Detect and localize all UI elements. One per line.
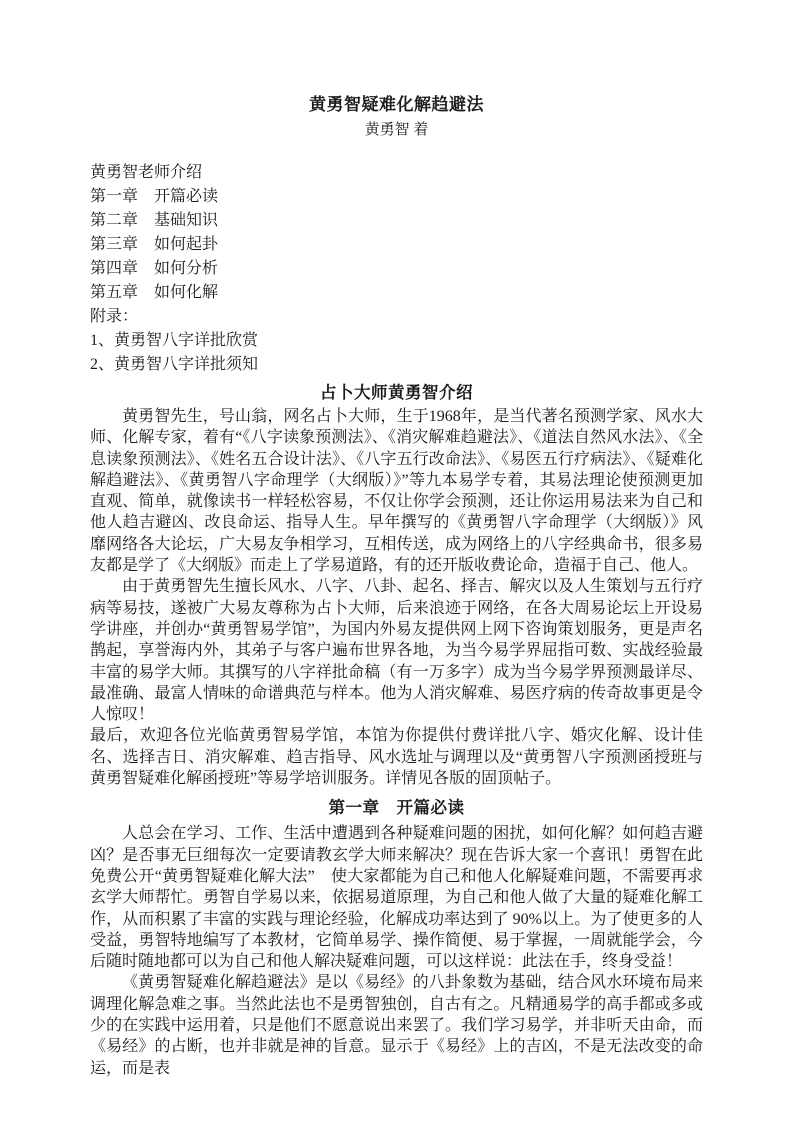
toc-item-chapter-2: 第二章 基础知识: [90, 212, 219, 229]
document-title: 黄勇智疑难化解趋避法: [309, 95, 484, 115]
toc-item-chapter-5: 第五章 如何化解: [90, 284, 219, 301]
section-heading-chapter-1: 第一章 开篇必读: [328, 798, 465, 818]
paragraph: 由于黄勇智先生擅长风水、八字、八卦、起名、择吉、解灾以及人生策划与五行疗病等易技，遂被广大易友尊称为占卜大师，后来浪迹于网络，在各大周易论坛上开设易学讲座，并创办“黄勇智易学馆”，为国内外易友提供网上网下咨询策划服务，更是声名鹊起，享誉海内外，其弟子与客户遍布世界各地，为当今易学界屈指可数、实战经验最丰富的易学大师。其撰写的八字祥批命稿（有一万多字）成为当今易学界预测最详尽、最准确、最富人情味的命谱典范与样本。他为人消灾解难、易医疗病的传奇故事更是令人惊叹！: [90, 578, 703, 724]
paragraph: 最后，欢迎各位光临黄勇智易学馆，本馆为你提供付费详批八字、婚灾化解、设计佳名、选择吉日、消灾解难、趋吉指导、风水选址与调理以及“黄勇智八字预测函授班与黄勇智疑难化解函授班”等易学培训服务。详情见各版的固顶帖子。: [90, 727, 703, 788]
toc-item-chapter-4: 第四章 如何分析: [90, 260, 219, 277]
paragraph: 黄勇智先生，号山翁，网名占卜大师，生于1968年，是当代著名预测学家、风水大师、化解专家，着有“《八字读象预测法》、《消灾解难趋避法》、《道法自然风水法》、《全息读象预测法》、《姓名五合设计法》、《八字五行改命法》、《易医五行疗病法》、《疑难化解趋避法》、《黄勇智八字命理学（大纲版）》”等九本易学专着，其易法理论使预测更加直观、简单，就像读书一样轻松容易，不仅让你学会预测，还让你运用易法来为自己和他人趋吉避凶、改良命运、指导人生。早年撰写的《黄勇智八字命理学（大纲版）》风靡网络各大论坛，广大易友争相学习，互相传送，成为网络上的八字经典命书，很多易友都是学了《大纲版》而走上了学易道路，有的还开版收费论命，造福于自己、他人。: [90, 408, 703, 575]
toc-item-appendix-2: 2、黄勇智八字详批须知: [90, 356, 259, 373]
toc-item-appendix: 附录：: [90, 308, 139, 325]
toc-item-chapter-3: 第三章 如何起卦: [90, 236, 219, 253]
toc-item-appendix-1: 1、黄勇智八字详批欣赏: [90, 332, 259, 349]
section-heading-master-intro: 占卜大师黄勇智介绍: [320, 383, 473, 402]
document-author: 黄勇智 着: [364, 122, 429, 138]
table-of-contents: [90, 161, 703, 377]
paragraph: 《黄勇智疑难化解趋避法》是以《易经》的八卦象数为基础，结合风水环境布局来调理化解急难之事。当然此法也不是勇智独创，自古有之。凡精通易学的高手都或多或少的在实践中运用着，只是他们不愿意说出来罢了。我们学习易学，并非听天由命，而《易经》的占断，也并非就是神的旨意。显示于《易经》上的吉凶，不是无法改变的命运，而是表: [90, 974, 703, 1077]
toc-item-chapter-1: 第一章 开篇必读: [90, 188, 219, 205]
toc-item-intro: 黄勇智老师介绍: [90, 164, 203, 181]
paragraph: 人总会在学习、工作、生活中遭遇到各种疑难问题的困扰，如何化解？如何趋吉避凶？是否事无巨细每次一定要请教玄学大师来解决？现在告诉大家一个喜讯！勇智在此免费公开“黄勇智疑难化解大法” 使大家都能为自己和他人化解疑难问题，不需要再求玄学大师帮忙。勇智自学易以来，依据易道原理，为自己和他人做了大量的疑难化解工作，从而积累了丰富的实践与理论经验，化解成功率达到了 90%以上。为了使更多的人受益，勇智特地编写了本教材，它简单易学、操作简便、易于掌握，一周就能学会，今后随时随地都可以为自己和他人解决疑难问题，可以这样说：此法在手，终身受益！: [90, 825, 703, 971]
